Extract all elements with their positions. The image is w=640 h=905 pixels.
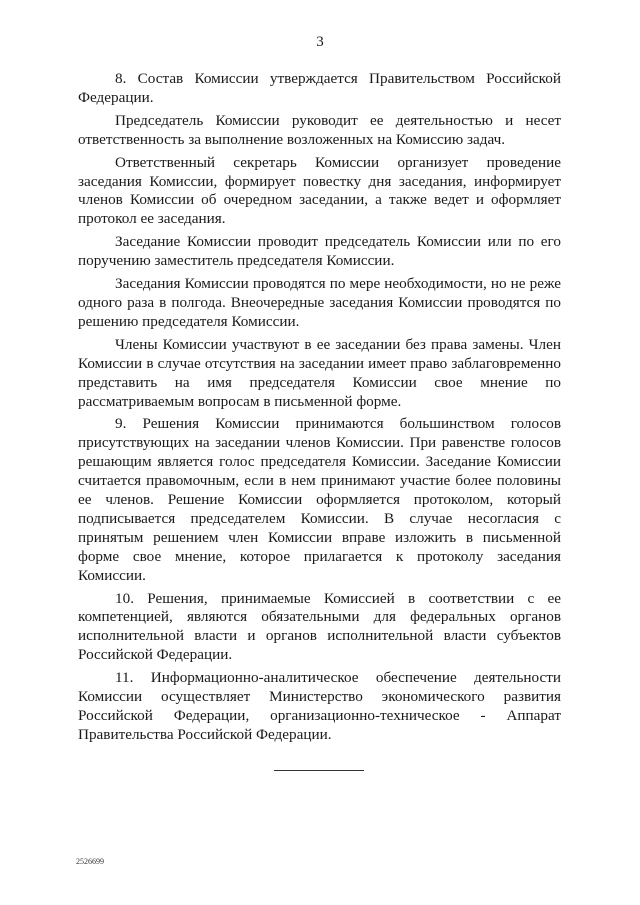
paragraph-secretary: Ответственный секретарь Комиссии организует проведение заседания Комиссии, формирует повестку дня заседания, информирует членов Комиссии об очередном заседании, а также ведет и оформляет протокол ее заседания.	[78, 153, 561, 228]
document-code: 2526699	[76, 857, 104, 866]
paragraph-10: 10. Решения, принимаемые Комиссией в соответствии с ее компетенцией, являются обязательными для федеральных органов исполнительной власти и органов исполнительной власти субъектов Российской Федерации.	[78, 589, 561, 664]
paragraph-chairman: Председатель Комиссии руководит ее деятельностью и несет ответственность за выполнение возложенных на Комиссию задач.	[78, 111, 561, 148]
paragraph-11: 11. Информационно-аналитическое обеспечение деятельности Комиссии осуществляет Министерство экономического развития Российской Федерации, организационно-техническое - Аппарат Правительства Российской Федерации.	[78, 669, 561, 743]
end-separator-line	[274, 770, 364, 771]
paragraph-8: 8. Состав Комиссии утверждается Правительством Российской Федерации.	[78, 70, 561, 106]
paragraph-9: 9. Решения Комиссии принимаются большинством голосов присутствующих на заседании членов Комиссии. При равенстве голосов решающим является голос председателя Комиссии. Заседание Комиссии считается правомочным, если в нем принимают участие более половины ее членов. Решение Комиссии оформляется протоколом, который подписывается председателем Комиссии. В случае несогласия с принятым решением член Комиссии вправе изложить в письменной форме свое мнение, которое прилагается к протоколу заседания Комиссии.	[78, 415, 561, 584]
page-number: 3	[316, 34, 324, 50]
paragraph-meeting-lead: Заседание Комиссии проводит председатель Комиссии или по его поручению заместитель председателя Комиссии.	[78, 233, 561, 270]
paragraph-meeting-frequency: Заседания Комиссии проводятся по мере необходимости, но не реже одного раза в полгода. Внеочередные заседания Комиссии проводятся по решению председателя Комиссии.	[78, 275, 561, 330]
document-body	[78, 70, 561, 749]
paragraph-members: Члены Комиссии участвуют в ее заседании без права замены. Член Комиссии в случае отсутствия на заседании имеет право заблаговременно представить на имя председателя Комиссии свое мнение по рассматриваемым вопросам в письменной форме.	[78, 335, 561, 410]
